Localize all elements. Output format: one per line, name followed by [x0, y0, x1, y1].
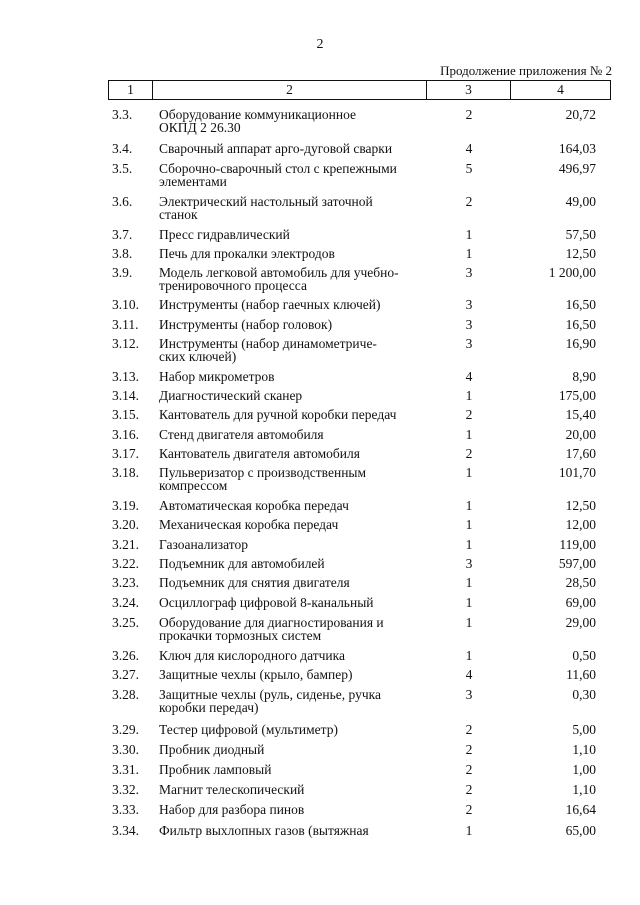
row-number: 3.20.: [112, 517, 139, 532]
row-number: 3.3.: [112, 107, 133, 122]
row-price: 0,30: [572, 687, 596, 702]
row-price: 11,60: [566, 667, 596, 682]
row-price: 20,72: [565, 107, 596, 122]
row-item-name: Электрический настольный заточной станок: [159, 194, 373, 222]
row-number: 3.22.: [112, 556, 139, 571]
row-item-name: Тестер цифровой (мультиметр): [159, 722, 338, 737]
row-price: 119,00: [559, 537, 596, 552]
row-number: 3.6.: [112, 194, 133, 209]
row-number: 3.23.: [112, 575, 139, 590]
row-number: 3.18.: [112, 465, 139, 480]
appendix-continuation-label: Продолжение приложения № 2: [440, 63, 612, 78]
row-number: 3.9.: [112, 265, 133, 280]
row-quantity: 1: [465, 615, 473, 630]
row-quantity: 3: [465, 556, 473, 571]
row-number: 3.13.: [112, 369, 139, 384]
row-number: 3.16.: [112, 427, 139, 442]
row-item-name: Защитные чехлы (руль, сиденье, ручка коробки передач): [159, 687, 381, 715]
row-quantity: 1: [465, 517, 473, 532]
row-item-name: Пробник ламповый: [159, 762, 272, 777]
page-number: 2: [316, 37, 324, 52]
row-quantity: 2: [465, 742, 473, 757]
row-quantity: 1: [465, 465, 473, 480]
column-header-quantity: 3: [427, 81, 511, 100]
row-quantity: 2: [465, 194, 473, 209]
row-number: 3.4.: [112, 141, 133, 156]
row-item-name: Защитные чехлы (крыло, бампер): [159, 667, 353, 682]
row-quantity: 1: [465, 595, 473, 610]
row-item-name: Сборочно-сварочный стол с крепежными элементами: [159, 161, 397, 189]
row-number: 3.8.: [112, 246, 133, 261]
row-quantity: 1: [465, 537, 473, 552]
row-price: 20,00: [565, 427, 596, 442]
column-header-row: [109, 81, 611, 100]
column-header-name: 2: [153, 81, 427, 100]
row-item-name: Пресс гидравлический: [159, 227, 290, 242]
row-number: 3.7.: [112, 227, 133, 242]
row-quantity: 3: [465, 265, 473, 280]
row-price: 1,00: [572, 762, 596, 777]
row-price: 12,00: [565, 517, 596, 532]
row-number: 3.29.: [112, 722, 139, 737]
row-quantity: 3: [465, 687, 473, 702]
row-item-name: Подъемник для автомобилей: [159, 556, 325, 571]
row-quantity: 4: [465, 141, 473, 156]
row-price: 1,10: [572, 742, 596, 757]
row-item-name: Инструменты (набор головок): [159, 317, 333, 332]
row-price: 16,64: [565, 802, 596, 817]
row-quantity: 2: [465, 782, 473, 797]
row-price: 57,50: [565, 227, 596, 242]
row-item-name: Осциллограф цифровой 8-канальный: [159, 595, 374, 610]
row-quantity: 5: [465, 161, 473, 176]
column-header-number: 1: [109, 81, 153, 100]
row-number: 3.27.: [112, 667, 139, 682]
row-number: 3.25.: [112, 615, 139, 630]
row-quantity: 2: [465, 107, 473, 122]
row-price: 175,00: [558, 388, 596, 403]
row-quantity: 2: [465, 722, 473, 737]
row-number: 3.26.: [112, 648, 139, 663]
row-number: 3.24.: [112, 595, 139, 610]
row-item-name: Газоанализатор: [159, 537, 248, 552]
row-number: 3.14.: [112, 388, 139, 403]
row-quantity: 1: [465, 575, 473, 590]
row-item-name: Сварочный аппарат арго-дуговой сварки: [159, 141, 393, 156]
row-quantity: 4: [465, 369, 473, 384]
row-item-name: Стенд двигателя автомобиля: [159, 427, 324, 442]
row-price: 16,90: [565, 336, 596, 351]
column-header-table: [108, 80, 611, 100]
row-number: 3.31.: [112, 762, 139, 777]
row-price: 16,50: [565, 297, 596, 312]
row-quantity: 1: [465, 498, 473, 513]
row-price: 101,70: [558, 465, 596, 480]
row-item-name: Диагностический сканер: [159, 388, 303, 403]
row-price: 597,00: [558, 556, 596, 571]
row-number: 3.21.: [112, 537, 139, 552]
row-item-name: Подъемник для снятия двигателя: [159, 575, 350, 590]
row-number: 3.12.: [112, 336, 139, 351]
row-price: 1 200,00: [548, 265, 596, 280]
row-item-name: Автоматическая коробка передач: [159, 498, 349, 513]
row-quantity: 2: [465, 446, 473, 461]
row-number: 3.15.: [112, 407, 139, 422]
row-number: 3.10.: [112, 297, 139, 312]
row-item-name: Инструменты (набор динамометриче- ских ключей): [159, 336, 377, 364]
row-number: 3.28.: [112, 687, 139, 702]
row-quantity: 2: [465, 762, 473, 777]
row-price: 15,40: [565, 407, 596, 422]
row-price: 49,00: [565, 194, 596, 209]
row-item-name: Оборудование для диагностирования и прокачки тормозных систем: [159, 615, 384, 643]
row-price: 69,00: [565, 595, 596, 610]
row-quantity: 1: [465, 246, 473, 261]
row-price: 12,50: [565, 498, 596, 513]
row-price: 16,50: [565, 317, 596, 332]
row-price: 496,97: [558, 161, 596, 176]
row-item-name: Модель легковой автомобиль для учебно- тренировочного процесса: [159, 265, 399, 293]
row-item-name: Пробник диодный: [159, 742, 265, 757]
row-item-name: Кантователь для ручной коробки передач: [159, 407, 397, 422]
row-item-name: Печь для прокалки электродов: [159, 246, 335, 261]
row-quantity: 4: [465, 667, 473, 682]
row-number: 3.32.: [112, 782, 139, 797]
row-price: 12,50: [565, 246, 596, 261]
row-number: 3.30.: [112, 742, 139, 757]
row-price: 65,00: [565, 823, 596, 838]
row-item-name: Набор микрометров: [159, 369, 275, 384]
row-quantity: 1: [465, 823, 473, 838]
row-quantity: 1: [465, 648, 473, 663]
row-item-name: Фильтр выхлопных газов (вытяжная: [159, 823, 369, 838]
row-price: 29,00: [565, 615, 596, 630]
row-item-name: Набор для разбора пинов: [159, 802, 305, 817]
row-item-name: Оборудование коммуникационное ОКПД 2 26.30: [159, 107, 357, 135]
row-number: 3.19.: [112, 498, 139, 513]
row-quantity: 1: [465, 227, 473, 242]
row-item-name: Инструменты (набор гаечных ключей): [159, 297, 381, 312]
column-header-price: 4: [511, 81, 611, 100]
row-number: 3.34.: [112, 823, 139, 838]
row-price: 8,90: [572, 369, 596, 384]
row-item-name: Механическая коробка передач: [159, 517, 339, 532]
row-number: 3.17.: [112, 446, 139, 461]
row-price: 5,00: [572, 722, 596, 737]
row-quantity: 1: [465, 427, 473, 442]
row-item-name: Пульверизатор с производственным компрессом: [159, 465, 367, 493]
row-price: 17,60: [565, 446, 596, 461]
row-number: 3.33.: [112, 802, 139, 817]
row-quantity: 3: [465, 317, 473, 332]
row-price: 0,50: [572, 648, 596, 663]
row-number: 3.5.: [112, 161, 133, 176]
row-quantity: 2: [465, 407, 473, 422]
row-number: 3.11.: [112, 317, 139, 332]
row-item-name: Ключ для кислородного датчика: [159, 648, 345, 663]
row-item-name: Магнит телескопический: [159, 782, 305, 797]
row-quantity: 3: [465, 297, 473, 312]
row-item-name: Кантователь двигателя автомобиля: [159, 446, 360, 461]
row-price: 164,03: [558, 141, 596, 156]
row-quantity: 3: [465, 336, 473, 351]
row-quantity: 1: [465, 388, 473, 403]
row-quantity: 2: [465, 802, 473, 817]
row-price: 28,50: [565, 575, 596, 590]
row-price: 1,10: [572, 782, 596, 797]
